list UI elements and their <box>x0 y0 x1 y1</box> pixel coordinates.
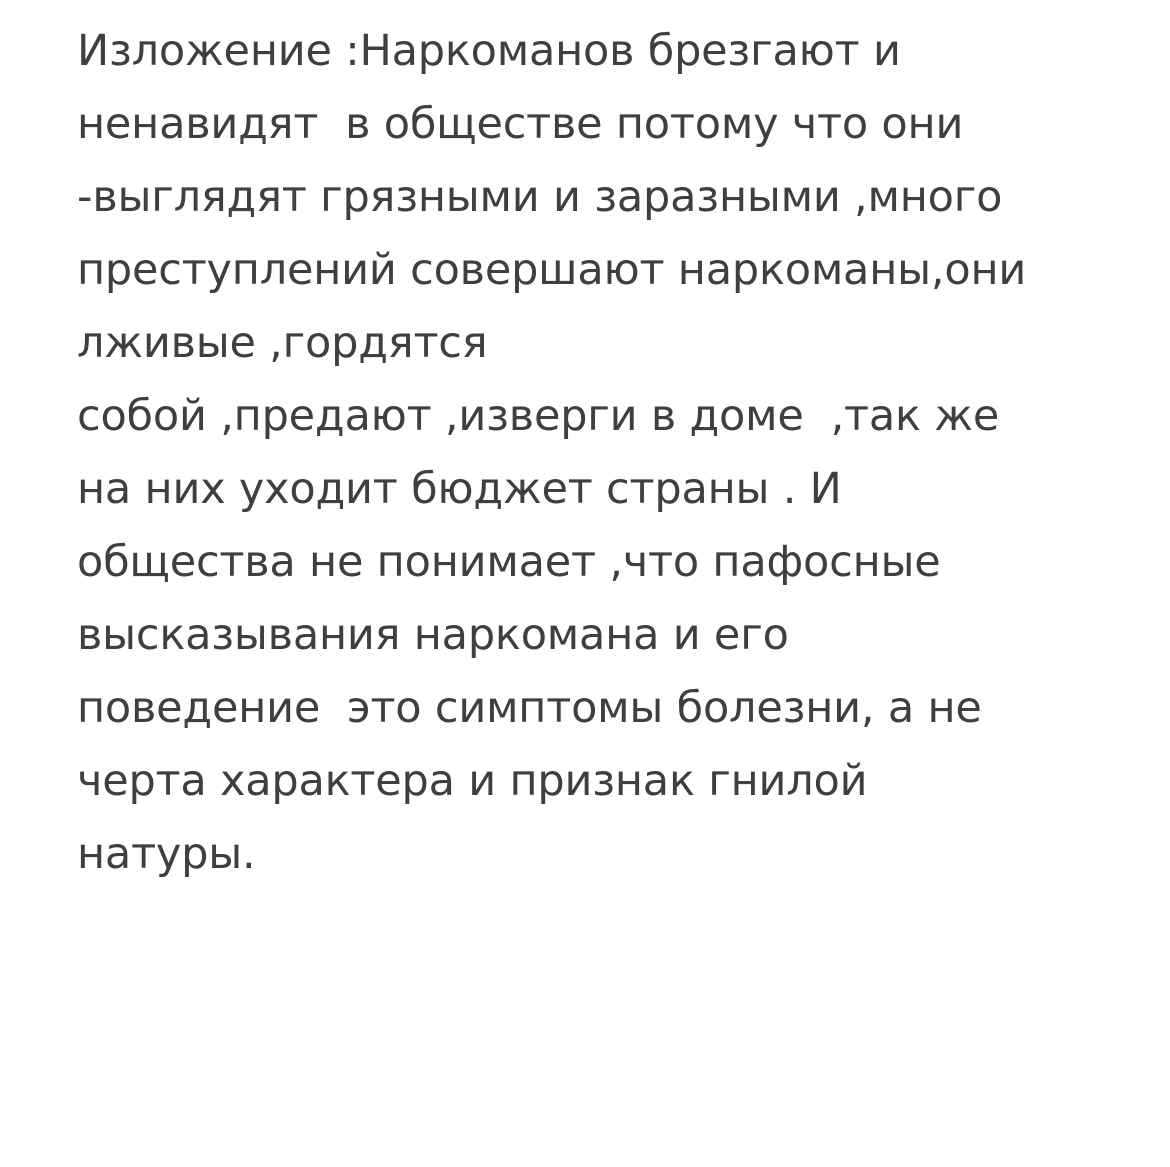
note-line: натуры. <box>77 829 256 879</box>
note-line: поведение это симптомы болезни, а не <box>77 683 982 733</box>
note-line: ненавидят в обществе потому что они <box>77 99 964 149</box>
note-line: лживые ,гордятся <box>77 318 488 368</box>
note-line: преступлений совершают наркоманы,они <box>77 245 1027 295</box>
note-line: на них уходит бюджет страны . И <box>77 464 842 514</box>
note-line: -выглядят грязными и заразными ,много <box>77 172 1003 222</box>
note-line: высказывания наркомана и его <box>77 610 789 660</box>
note-line: общества не понимает ,что пафосные <box>77 537 941 587</box>
note-body <box>77 0 1157 891</box>
note-line: Изложение :Наркоманов брезгают и <box>77 26 901 76</box>
note-line: черта характера и признак гнилой <box>77 756 868 806</box>
note-line: собой ,предают ,изверги в доме ,так же <box>77 391 1000 441</box>
